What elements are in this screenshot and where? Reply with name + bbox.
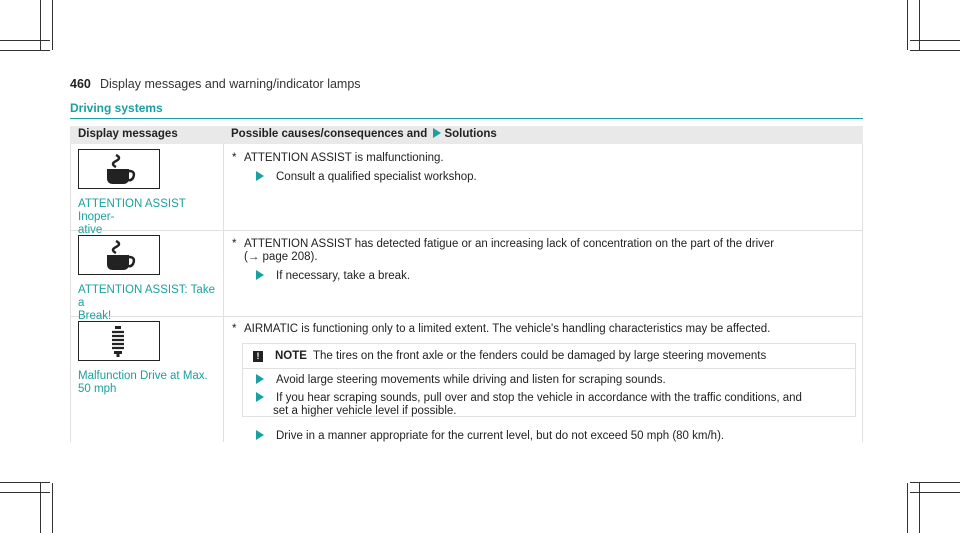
crop-mark xyxy=(40,483,41,533)
solution-step xyxy=(256,171,477,184)
message-line: ative xyxy=(78,224,103,236)
arrow-right-icon xyxy=(256,374,264,384)
asterisk-marker: * xyxy=(232,238,237,250)
note-text: The tires on the front axle or the fenders could be damaged by large steering movements xyxy=(313,350,767,362)
note-step-text: set a higher vehicle level if possible. xyxy=(273,405,457,417)
cause-text xyxy=(232,323,852,336)
message-line: ATTENTION ASSIST: Take a xyxy=(78,284,215,309)
crop-mark xyxy=(52,0,53,50)
crop-mark xyxy=(907,483,908,533)
crop-mark xyxy=(0,482,50,483)
note-divider xyxy=(243,368,855,369)
section-title: Driving systems xyxy=(70,101,163,115)
asterisk-marker: * xyxy=(232,152,237,164)
table-border xyxy=(862,144,863,442)
note-heading: NOTE xyxy=(275,350,307,362)
suspension-spring-icon xyxy=(78,321,160,361)
column-header-causes-text: Possible causes/consequences and xyxy=(231,128,428,140)
table-border xyxy=(70,144,71,442)
crop-mark xyxy=(910,482,960,483)
crop-mark xyxy=(919,0,920,50)
cause-line: ATTENTION ASSIST is malfunctioning. xyxy=(244,152,444,164)
cause-line: ATTENTION ASSIST has detected fatigue or an increasing lack of concentration on the part of the driver xyxy=(244,238,775,250)
note-step-text: Avoid large steering movements while driving and listen for scraping sounds. xyxy=(276,374,666,386)
cause-text xyxy=(232,152,852,165)
warning-icon: ! xyxy=(253,351,263,362)
messages-table xyxy=(70,126,863,442)
crop-mark xyxy=(0,50,50,51)
note-step xyxy=(253,392,802,418)
cause-page-reference[interactable]: (→ page 208). xyxy=(244,251,318,263)
cause-text xyxy=(232,238,852,264)
cause-line: AIRMATIC is functioning only to a limited extent. The vehicle's handling characteristics may be affected. xyxy=(244,323,771,335)
page-number: 460 xyxy=(70,77,91,91)
arrow-right-icon xyxy=(256,392,264,402)
display-message-attention-assist-inoperative xyxy=(78,198,218,237)
solution-step-text: Consult a qualified specialist workshop. xyxy=(276,171,477,183)
arrow-right-icon xyxy=(433,128,441,138)
asterisk-marker: * xyxy=(232,323,237,335)
display-message-take-a-break xyxy=(78,284,218,323)
column-header-solutions-text: Solutions xyxy=(444,128,497,140)
arrow-right-icon xyxy=(256,430,264,440)
solution-step xyxy=(256,270,410,283)
note-step xyxy=(253,374,666,387)
column-divider xyxy=(223,144,224,442)
column-header-causes xyxy=(231,128,497,140)
arrow-right-icon xyxy=(256,171,264,181)
column-header-display-messages: Display messages xyxy=(78,128,178,140)
solution-step-text: Drive in a manner appropriate for the current level, but do not exceed 50 mph (80 km/h). xyxy=(276,430,725,442)
crop-mark xyxy=(52,483,53,533)
crop-mark xyxy=(910,40,960,41)
coffee-cup-icon xyxy=(78,235,160,275)
table-header xyxy=(70,126,863,144)
crop-mark xyxy=(910,50,960,51)
solution-step xyxy=(256,430,724,443)
message-line: Break! xyxy=(78,310,112,322)
crop-mark xyxy=(0,492,50,493)
crop-mark xyxy=(910,492,960,493)
message-line: 50 mph xyxy=(78,383,117,395)
display-message-malfunction-drive-max xyxy=(78,370,218,396)
arrow-right-icon xyxy=(256,270,264,280)
message-line: ATTENTION ASSIST Inoper- xyxy=(78,198,186,223)
note-step-text: If you hear scraping sounds, pull over and stop the vehicle in accordance with the traffic conditions, and xyxy=(276,392,802,404)
message-line: Malfunction Drive at Max. xyxy=(78,370,208,382)
crop-mark xyxy=(40,0,41,50)
note-box xyxy=(242,343,856,417)
crop-mark xyxy=(919,483,920,533)
coffee-cup-icon xyxy=(78,149,160,189)
solution-step-text: If necessary, take a break. xyxy=(276,270,411,282)
section-divider xyxy=(70,118,863,119)
page-header-title: Display messages and warning/indicator lamps xyxy=(100,77,361,91)
crop-mark xyxy=(907,0,908,50)
crop-mark xyxy=(0,40,50,41)
